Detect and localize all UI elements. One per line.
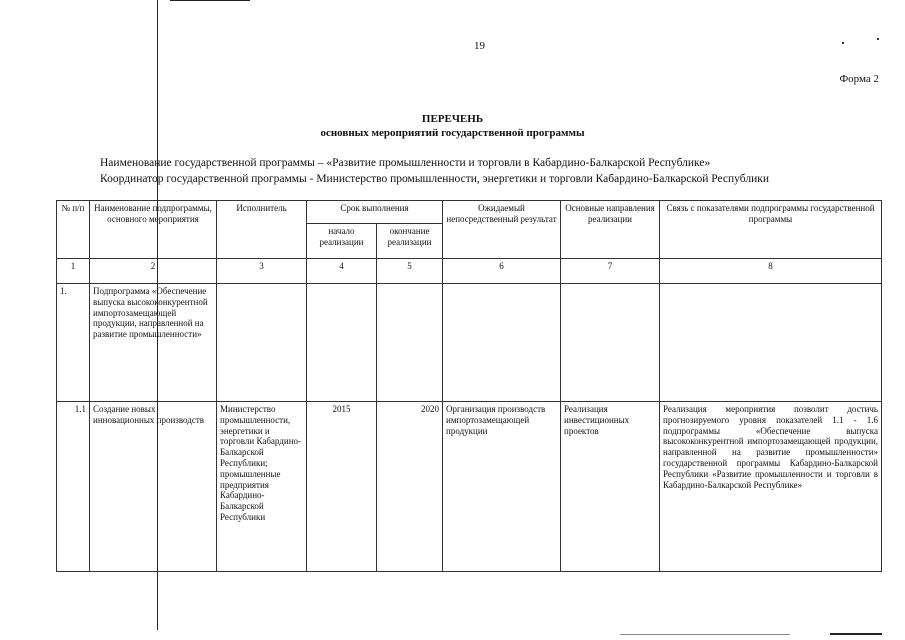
row-link	[660, 284, 882, 402]
document-title: ПЕРЕЧЕНЬ	[421, 113, 484, 125]
form-label: Форма 2	[839, 73, 879, 85]
activities-table	[56, 200, 882, 572]
coordinator-line: Координатор государственной программы - Министерство промышленности, энергетики и торговли Кабардино-Балкарской Республики	[100, 173, 769, 185]
header-name: Наименование подпрограммы, основного мероприятия	[90, 201, 217, 259]
row-num: 1.1	[57, 402, 90, 572]
header-link: Связь с показателями подпрограммы государственной программы	[660, 201, 882, 259]
header-num: № п/п	[57, 201, 90, 259]
row-result	[443, 284, 561, 402]
scan-bottom-mark	[620, 634, 790, 635]
column-number: 5	[377, 259, 443, 284]
table-row	[57, 284, 882, 402]
row-name: Подпрограмма «Обеспечение выпуска высококонкурентной импортозамещающей продукции, направленной на развитие промышленности»	[90, 284, 217, 402]
row-link: Реализация мероприятия позволит достичь прогнозируемого уровня показателей 1.1 - 1.6 подпрограммы «Обеспечение выпуска высококонкурентной импортозамещающей продукции, направленной на развитие промышленности» государственной программы Кабардино-Балкарской Республики «Развитие промышленности и торговли в Кабардино-Балкарской Республике»	[660, 402, 882, 572]
row-num: 1.	[57, 284, 90, 402]
header-row	[57, 201, 882, 224]
header-start: начало реализации	[307, 224, 377, 259]
row-directions: Реализация инвестиционных проектов	[561, 402, 660, 572]
header-executor: Исполнитель	[217, 201, 307, 259]
scan-dot	[877, 38, 879, 40]
column-number: 4	[307, 259, 377, 284]
row-start: 2015	[307, 402, 377, 572]
column-number: 3	[217, 259, 307, 284]
column-number: 1	[57, 259, 90, 284]
column-number: 8	[660, 259, 882, 284]
row-end	[377, 284, 443, 402]
row-executor: Министерство промышленности, энергетики и торговли Кабардино-Балкарской Республики; промышленные предприятия Кабардино-Балкарской Республики	[217, 402, 307, 572]
row-result: Организация производств импортозамещающей продукции	[443, 402, 561, 572]
header-directions: Основные направления реализации	[561, 201, 660, 259]
scan-top-mark	[170, 0, 250, 1]
program-name-line: Наименование государственной программы – «Развитие промышленности и торговли в Кабардино-Балкарской Республике»	[100, 157, 711, 169]
header-period: Срок выполнения	[307, 201, 443, 224]
page-number: 19	[474, 40, 485, 52]
row-name: Создание новых инновационных производств	[90, 402, 217, 572]
column-number: 2	[90, 259, 217, 284]
row-end: 2020	[377, 402, 443, 572]
table-row	[57, 402, 882, 572]
scan-dot	[842, 42, 844, 44]
row-start	[307, 284, 377, 402]
header-end: окончание реализации	[377, 224, 443, 259]
column-number: 7	[561, 259, 660, 284]
column-number-row	[57, 259, 882, 284]
header-result: Ожидаемый непосредственный результат	[443, 201, 561, 259]
row-directions	[561, 284, 660, 402]
scan-bottom-mark-right	[830, 633, 882, 635]
column-number: 6	[443, 259, 561, 284]
row-executor	[217, 284, 307, 402]
document-subtitle: основных мероприятий государственной программы	[320, 127, 585, 139]
